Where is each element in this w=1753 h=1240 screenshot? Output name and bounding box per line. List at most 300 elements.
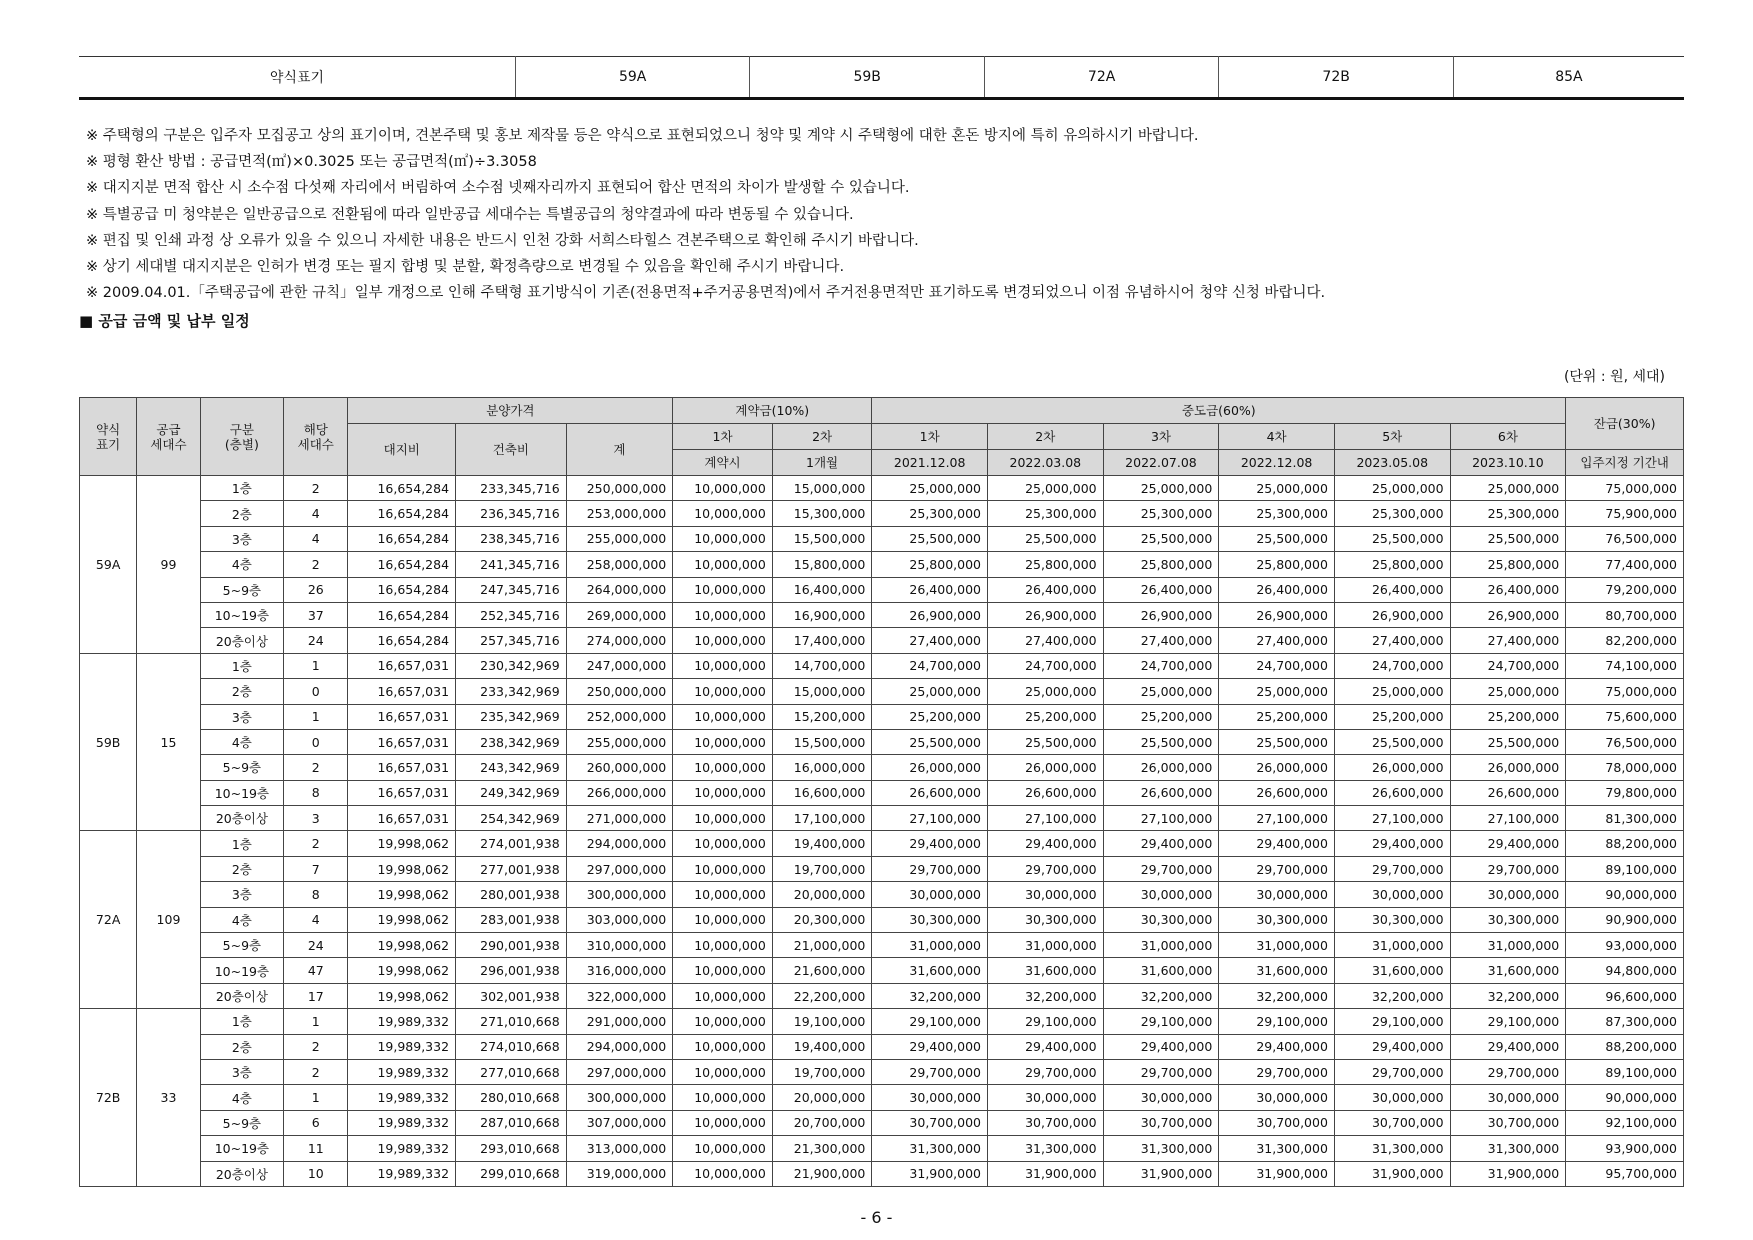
amount-cell: 280,010,668 xyxy=(456,1085,567,1110)
header-dep2: 2차 xyxy=(772,424,872,450)
table-row xyxy=(80,755,1684,780)
amount-cell: 25,200,000 xyxy=(1103,704,1219,729)
table-row xyxy=(80,958,1684,983)
amount-cell: 257,345,716 xyxy=(456,628,567,653)
amount-cell: 10,000,000 xyxy=(673,1136,773,1161)
amount-cell: 19,998,062 xyxy=(348,882,456,907)
floor-cell: 3층 xyxy=(200,882,283,907)
table-row xyxy=(80,729,1684,754)
amount-cell: 26,900,000 xyxy=(988,602,1104,627)
amount-cell: 32,200,000 xyxy=(1450,983,1566,1008)
amount-cell: 30,000,000 xyxy=(1450,1085,1566,1110)
header-dep1: 1차 xyxy=(673,424,773,450)
amount-cell: 10,000,000 xyxy=(673,780,773,805)
table-row xyxy=(80,577,1684,602)
amount-cell: 15,200,000 xyxy=(772,704,872,729)
amount-cell: 29,700,000 xyxy=(872,856,988,881)
amount-cell: 32,200,000 xyxy=(872,983,988,1008)
amount-cell: 93,000,000 xyxy=(1566,933,1684,958)
table-row xyxy=(80,1161,1684,1186)
amount-cell: 25,200,000 xyxy=(1450,704,1566,729)
header-deposit: 계약금(10%) xyxy=(673,398,872,424)
unit-count-cell: 2 xyxy=(284,1034,348,1059)
header-interim-round: 1차 xyxy=(872,424,988,450)
amount-cell: 26,900,000 xyxy=(1450,602,1566,627)
unit-count-cell: 1 xyxy=(284,1085,348,1110)
amount-cell: 90,900,000 xyxy=(1566,907,1684,932)
unit-count-cell: 17 xyxy=(284,983,348,1008)
unit-count-cell: 37 xyxy=(284,602,348,627)
amount-cell: 27,400,000 xyxy=(1219,628,1335,653)
floor-cell: 10~19층 xyxy=(200,780,283,805)
amount-cell: 303,000,000 xyxy=(566,907,673,932)
amount-cell: 10,000,000 xyxy=(673,983,773,1008)
amount-cell: 90,000,000 xyxy=(1566,882,1684,907)
amount-cell: 25,500,000 xyxy=(1334,729,1450,754)
unit-count-cell: 0 xyxy=(284,679,348,704)
amount-cell: 27,100,000 xyxy=(1334,806,1450,831)
amount-cell: 235,342,969 xyxy=(456,704,567,729)
amount-cell: 319,000,000 xyxy=(566,1161,673,1186)
amount-cell: 19,700,000 xyxy=(772,856,872,881)
amount-cell: 25,000,000 xyxy=(1450,679,1566,704)
amount-cell: 16,654,284 xyxy=(348,628,456,653)
header-interim-date: 2022.07.08 xyxy=(1103,450,1219,476)
amount-cell: 25,300,000 xyxy=(1219,501,1335,526)
amount-cell: 25,500,000 xyxy=(872,526,988,551)
amount-cell: 19,989,332 xyxy=(348,1059,456,1084)
amount-cell: 10,000,000 xyxy=(673,806,773,831)
unit-count-cell: 7 xyxy=(284,856,348,881)
floor-cell: 4층 xyxy=(200,552,283,577)
floor-cell: 20층이상 xyxy=(200,983,283,1008)
amount-cell: 250,000,000 xyxy=(566,679,673,704)
amount-cell: 31,000,000 xyxy=(872,933,988,958)
header-balance-when: 입주지정 기간내 xyxy=(1566,450,1684,476)
amount-cell: 16,400,000 xyxy=(772,577,872,602)
amount-cell: 277,001,938 xyxy=(456,856,567,881)
amount-cell: 19,989,332 xyxy=(348,1085,456,1110)
floor-cell: 1층 xyxy=(200,831,283,856)
amount-cell: 297,000,000 xyxy=(566,1059,673,1084)
amount-cell: 29,400,000 xyxy=(1103,831,1219,856)
amount-cell: 25,000,000 xyxy=(1334,679,1450,704)
amount-cell: 26,400,000 xyxy=(1334,577,1450,602)
amount-cell: 19,989,332 xyxy=(348,1136,456,1161)
amount-cell: 95,700,000 xyxy=(1566,1161,1684,1186)
amount-cell: 25,300,000 xyxy=(1103,501,1219,526)
amount-cell: 88,200,000 xyxy=(1566,1034,1684,1059)
unit-count-cell: 26 xyxy=(284,577,348,602)
amount-cell: 30,700,000 xyxy=(1219,1110,1335,1135)
amount-cell: 250,000,000 xyxy=(566,476,673,501)
header-supply: 공급 세대수 xyxy=(137,398,200,476)
note-item: ※ 편집 및 인쇄 과정 상 오류가 있을 수 있으니 자세한 내용은 반드시 인천 강화 서희스타힐스 견본주택으로 확인해 주시기 바랍니다. xyxy=(86,232,919,249)
table-row xyxy=(80,1136,1684,1161)
amount-cell: 26,600,000 xyxy=(872,780,988,805)
amount-cell: 20,000,000 xyxy=(772,882,872,907)
amount-cell: 260,000,000 xyxy=(566,755,673,780)
table-row xyxy=(80,933,1684,958)
amount-cell: 25,800,000 xyxy=(1450,552,1566,577)
amount-cell: 30,000,000 xyxy=(1334,882,1450,907)
amount-cell: 313,000,000 xyxy=(566,1136,673,1161)
unit-count-cell: 8 xyxy=(284,882,348,907)
supply-count-cell: 99 xyxy=(137,476,200,654)
floor-cell: 2층 xyxy=(200,501,283,526)
amount-cell: 29,700,000 xyxy=(1103,856,1219,881)
amount-cell: 96,600,000 xyxy=(1566,983,1684,1008)
amount-cell: 16,657,031 xyxy=(348,755,456,780)
amount-cell: 29,400,000 xyxy=(872,831,988,856)
unit-type-cell: 59A xyxy=(80,476,137,654)
amount-cell: 16,654,284 xyxy=(348,526,456,551)
amount-cell: 10,000,000 xyxy=(673,501,773,526)
amount-cell: 20,000,000 xyxy=(772,1085,872,1110)
amount-cell: 16,600,000 xyxy=(772,780,872,805)
section-title: ■ 공급 금액 및 납부 일정 xyxy=(79,312,250,330)
table-row xyxy=(80,501,1684,526)
amount-cell: 20,700,000 xyxy=(772,1110,872,1135)
header-interim-round: 2차 xyxy=(988,424,1104,450)
table-row xyxy=(80,704,1684,729)
amount-cell: 10,000,000 xyxy=(673,831,773,856)
table-row xyxy=(80,679,1684,704)
amount-cell: 25,000,000 xyxy=(1219,476,1335,501)
amount-cell: 25,000,000 xyxy=(872,476,988,501)
table-row xyxy=(80,780,1684,805)
amount-cell: 31,300,000 xyxy=(1334,1136,1450,1161)
amount-cell: 25,800,000 xyxy=(1219,552,1335,577)
amount-cell: 10,000,000 xyxy=(673,552,773,577)
amount-cell: 25,800,000 xyxy=(988,552,1104,577)
amount-cell: 266,000,000 xyxy=(566,780,673,805)
amount-cell: 10,000,000 xyxy=(673,729,773,754)
amount-cell: 16,654,284 xyxy=(348,602,456,627)
amount-cell: 29,400,000 xyxy=(872,1034,988,1059)
supply-price-table xyxy=(79,397,1684,1187)
unit-type-cell: 72A xyxy=(80,831,137,1009)
amount-cell: 26,400,000 xyxy=(1103,577,1219,602)
amount-cell: 247,345,716 xyxy=(456,577,567,602)
amount-cell: 29,100,000 xyxy=(872,1009,988,1034)
amount-cell: 30,000,000 xyxy=(1103,882,1219,907)
unit-note: (단위 : 원, 세대) xyxy=(1563,369,1665,385)
amount-cell: 255,000,000 xyxy=(566,526,673,551)
amount-cell: 25,500,000 xyxy=(1103,729,1219,754)
amount-cell: 26,600,000 xyxy=(1219,780,1335,805)
amount-cell: 19,400,000 xyxy=(772,1034,872,1059)
amount-cell: 19,989,332 xyxy=(348,1110,456,1135)
amount-cell: 10,000,000 xyxy=(673,602,773,627)
amount-cell: 253,000,000 xyxy=(566,501,673,526)
price-table-body xyxy=(80,476,1684,1187)
floor-cell: 2층 xyxy=(200,856,283,881)
amount-cell: 10,000,000 xyxy=(673,704,773,729)
amount-cell: 252,000,000 xyxy=(566,704,673,729)
unit-count-cell: 1 xyxy=(284,704,348,729)
unit-count-cell: 2 xyxy=(284,1059,348,1084)
amount-cell: 78,000,000 xyxy=(1566,755,1684,780)
amount-cell: 30,300,000 xyxy=(988,907,1104,932)
floor-cell: 1층 xyxy=(200,476,283,501)
amount-cell: 291,000,000 xyxy=(566,1009,673,1034)
amount-cell: 87,300,000 xyxy=(1566,1009,1684,1034)
amount-cell: 30,000,000 xyxy=(872,882,988,907)
unit-count-cell: 4 xyxy=(284,501,348,526)
amount-cell: 21,900,000 xyxy=(772,1161,872,1186)
unit-type-cell: 72B xyxy=(80,1009,137,1187)
amount-cell: 32,200,000 xyxy=(1103,983,1219,1008)
amount-cell: 10,000,000 xyxy=(673,1009,773,1034)
amount-cell: 31,300,000 xyxy=(1450,1136,1566,1161)
floor-cell: 3층 xyxy=(200,704,283,729)
amount-cell: 30,700,000 xyxy=(1334,1110,1450,1135)
amount-cell: 93,900,000 xyxy=(1566,1136,1684,1161)
amount-cell: 255,000,000 xyxy=(566,729,673,754)
amount-cell: 19,400,000 xyxy=(772,831,872,856)
amount-cell: 31,600,000 xyxy=(1103,958,1219,983)
amount-cell: 25,000,000 xyxy=(1450,476,1566,501)
unit-count-cell: 3 xyxy=(284,806,348,831)
amount-cell: 26,000,000 xyxy=(1334,755,1450,780)
amount-cell: 25,000,000 xyxy=(988,476,1104,501)
amount-cell: 16,654,284 xyxy=(348,501,456,526)
amount-cell: 19,989,332 xyxy=(348,1161,456,1186)
amount-cell: 79,200,000 xyxy=(1566,577,1684,602)
amount-cell: 31,900,000 xyxy=(872,1161,988,1186)
amount-cell: 31,900,000 xyxy=(1103,1161,1219,1186)
amount-cell: 24,700,000 xyxy=(872,653,988,678)
table-row xyxy=(80,907,1684,932)
amount-cell: 29,700,000 xyxy=(1450,856,1566,881)
floor-cell: 1층 xyxy=(200,653,283,678)
amount-cell: 10,000,000 xyxy=(673,653,773,678)
amount-cell: 302,001,938 xyxy=(456,983,567,1008)
amount-cell: 16,000,000 xyxy=(772,755,872,780)
amount-cell: 89,100,000 xyxy=(1566,856,1684,881)
amount-cell: 29,400,000 xyxy=(1450,831,1566,856)
amount-cell: 277,010,668 xyxy=(456,1059,567,1084)
amount-cell: 31,000,000 xyxy=(1334,933,1450,958)
amount-cell: 29,700,000 xyxy=(1219,856,1335,881)
amount-cell: 76,500,000 xyxy=(1566,729,1684,754)
amount-cell: 25,500,000 xyxy=(988,729,1104,754)
amount-cell: 25,000,000 xyxy=(872,679,988,704)
abbr-type: 59A xyxy=(515,57,749,99)
amount-cell: 74,100,000 xyxy=(1566,653,1684,678)
amount-cell: 10,000,000 xyxy=(673,1034,773,1059)
amount-cell: 27,100,000 xyxy=(988,806,1104,831)
amount-cell: 26,000,000 xyxy=(1219,755,1335,780)
amount-cell: 25,500,000 xyxy=(872,729,988,754)
table-row xyxy=(80,1085,1684,1110)
amount-cell: 25,000,000 xyxy=(1219,679,1335,704)
amount-cell: 287,010,668 xyxy=(456,1110,567,1135)
table-row xyxy=(80,1034,1684,1059)
amount-cell: 29,400,000 xyxy=(988,1034,1104,1059)
amount-cell: 15,500,000 xyxy=(772,729,872,754)
floor-cell: 4층 xyxy=(200,729,283,754)
amount-cell: 30,000,000 xyxy=(1219,882,1335,907)
amount-cell: 29,400,000 xyxy=(1334,831,1450,856)
amount-cell: 19,700,000 xyxy=(772,1059,872,1084)
amount-cell: 271,000,000 xyxy=(566,806,673,831)
unit-count-cell: 2 xyxy=(284,552,348,577)
amount-cell: 238,345,716 xyxy=(456,526,567,551)
floor-cell: 10~19층 xyxy=(200,1136,283,1161)
amount-cell: 30,000,000 xyxy=(872,1085,988,1110)
amount-cell: 90,000,000 xyxy=(1566,1085,1684,1110)
amount-cell: 15,300,000 xyxy=(772,501,872,526)
header-dep1-when: 계약시 xyxy=(673,450,773,476)
amount-cell: 27,400,000 xyxy=(1334,628,1450,653)
header-interim-round: 6차 xyxy=(1450,424,1566,450)
amount-cell: 300,000,000 xyxy=(566,1085,673,1110)
amount-cell: 27,100,000 xyxy=(872,806,988,831)
amount-cell: 299,010,668 xyxy=(456,1161,567,1186)
amount-cell: 31,900,000 xyxy=(988,1161,1104,1186)
amount-cell: 25,000,000 xyxy=(1103,476,1219,501)
table-row xyxy=(80,1059,1684,1084)
amount-cell: 25,200,000 xyxy=(872,704,988,729)
amount-cell: 30,000,000 xyxy=(1103,1085,1219,1110)
amount-cell: 300,000,000 xyxy=(566,882,673,907)
amount-cell: 10,000,000 xyxy=(673,526,773,551)
floor-cell: 20층이상 xyxy=(200,1161,283,1186)
amount-cell: 26,600,000 xyxy=(1334,780,1450,805)
floor-cell: 4층 xyxy=(200,907,283,932)
amount-cell: 15,000,000 xyxy=(772,476,872,501)
abbr-type: 59B xyxy=(750,57,985,99)
amount-cell: 25,300,000 xyxy=(872,501,988,526)
amount-cell: 16,654,284 xyxy=(348,577,456,602)
supply-count-cell: 109 xyxy=(137,831,200,1009)
amount-cell: 236,345,716 xyxy=(456,501,567,526)
amount-cell: 29,400,000 xyxy=(1334,1034,1450,1059)
amount-cell: 258,000,000 xyxy=(566,552,673,577)
floor-cell: 3층 xyxy=(200,1059,283,1084)
amount-cell: 16,657,031 xyxy=(348,704,456,729)
amount-cell: 75,600,000 xyxy=(1566,704,1684,729)
amount-cell: 19,100,000 xyxy=(772,1009,872,1034)
amount-cell: 10,000,000 xyxy=(673,679,773,704)
amount-cell: 26,900,000 xyxy=(872,602,988,627)
amount-cell: 310,000,000 xyxy=(566,933,673,958)
unit-count-cell: 10 xyxy=(284,1161,348,1186)
amount-cell: 243,342,969 xyxy=(456,755,567,780)
table-row xyxy=(80,1009,1684,1034)
amount-cell: 31,600,000 xyxy=(988,958,1104,983)
amount-cell: 19,998,062 xyxy=(348,907,456,932)
amount-cell: 31,300,000 xyxy=(988,1136,1104,1161)
amount-cell: 30,700,000 xyxy=(1103,1110,1219,1135)
amount-cell: 92,100,000 xyxy=(1566,1110,1684,1135)
table-row xyxy=(80,602,1684,627)
unit-type-cell: 59B xyxy=(80,653,137,831)
abbr-type: 72A xyxy=(984,57,1218,99)
amount-cell: 29,400,000 xyxy=(1219,1034,1335,1059)
amount-cell: 82,200,000 xyxy=(1566,628,1684,653)
unit-count-cell: 2 xyxy=(284,755,348,780)
amount-cell: 238,342,969 xyxy=(456,729,567,754)
amount-cell: 25,300,000 xyxy=(1450,501,1566,526)
amount-cell: 30,000,000 xyxy=(988,882,1104,907)
note-item: ※ 특별공급 미 청약분은 일반공급으로 전환됨에 따라 일반공급 세대수는 특별공급의 청약결과에 따라 변동될 수 있습니다. xyxy=(86,206,854,223)
amount-cell: 29,700,000 xyxy=(1334,856,1450,881)
amount-cell: 31,000,000 xyxy=(1103,933,1219,958)
amount-cell: 19,998,062 xyxy=(348,831,456,856)
amount-cell: 274,000,000 xyxy=(566,628,673,653)
notes-list xyxy=(86,123,1325,306)
unit-count-cell: 11 xyxy=(284,1136,348,1161)
amount-cell: 15,000,000 xyxy=(772,679,872,704)
amount-cell: 31,000,000 xyxy=(988,933,1104,958)
unit-count-cell: 47 xyxy=(284,958,348,983)
header-balance: 잔금(30%) xyxy=(1566,398,1684,450)
page-number: - 6 - xyxy=(860,1208,893,1227)
amount-cell: 10,000,000 xyxy=(673,1059,773,1084)
amount-cell: 26,900,000 xyxy=(1219,602,1335,627)
amount-cell: 10,000,000 xyxy=(673,1110,773,1135)
amount-cell: 32,200,000 xyxy=(988,983,1104,1008)
amount-cell: 29,400,000 xyxy=(1219,831,1335,856)
unit-count-cell: 1 xyxy=(284,1009,348,1034)
floor-cell: 5~9층 xyxy=(200,755,283,780)
amount-cell: 10,000,000 xyxy=(673,1161,773,1186)
floor-cell: 3층 xyxy=(200,526,283,551)
amount-cell: 26,400,000 xyxy=(1219,577,1335,602)
amount-cell: 27,100,000 xyxy=(1103,806,1219,831)
amount-cell: 316,000,000 xyxy=(566,958,673,983)
note-item: ※ 평형 환산 방법 : 공급면적(㎡)×0.3025 또는 공급면적(㎡)÷3.3058 xyxy=(86,154,537,171)
amount-cell: 25,300,000 xyxy=(1334,501,1450,526)
amount-cell: 30,300,000 xyxy=(1450,907,1566,932)
header-interim: 중도금(60%) xyxy=(872,398,1566,424)
note-item: ※ 상기 세대별 대지지분은 인허가 변경 또는 필지 합병 및 분할, 확정측량으로 변경될 수 있음을 확인해 주시기 바랍니다. xyxy=(86,259,845,276)
amount-cell: 10,000,000 xyxy=(673,907,773,932)
amount-cell: 27,400,000 xyxy=(872,628,988,653)
amount-cell: 20,300,000 xyxy=(772,907,872,932)
amount-cell: 10,000,000 xyxy=(673,856,773,881)
abbreviation-table xyxy=(79,56,1684,100)
amount-cell: 25,200,000 xyxy=(1334,704,1450,729)
unit-count-cell: 6 xyxy=(284,1110,348,1135)
amount-cell: 26,600,000 xyxy=(1450,780,1566,805)
amount-cell: 30,300,000 xyxy=(1334,907,1450,932)
amount-cell: 29,400,000 xyxy=(1103,1034,1219,1059)
amount-cell: 26,900,000 xyxy=(1103,602,1219,627)
unit-count-cell: 1 xyxy=(284,653,348,678)
table-row xyxy=(80,1110,1684,1135)
unit-count-cell: 4 xyxy=(284,907,348,932)
note-item: ※ 주택형의 구분은 입주자 모집공고 상의 표기이며, 견본주택 및 홍보 제작물 등은 약식으로 표현되었으니 청약 및 계약 시 주택형에 대한 혼돈 방지에 특히 유의하시기 바랍니다. xyxy=(86,128,1199,144)
amount-cell: 264,000,000 xyxy=(566,577,673,602)
amount-cell: 29,700,000 xyxy=(872,1059,988,1084)
amount-cell: 75,000,000 xyxy=(1566,679,1684,704)
amount-cell: 31,900,000 xyxy=(1334,1161,1450,1186)
amount-cell: 31,000,000 xyxy=(1450,933,1566,958)
amount-cell: 25,500,000 xyxy=(1334,526,1450,551)
header-total: 계 xyxy=(566,424,673,476)
amount-cell: 296,001,938 xyxy=(456,958,567,983)
header-interim-date: 2022.12.08 xyxy=(1219,450,1335,476)
unit-count-cell: 24 xyxy=(284,628,348,653)
amount-cell: 322,000,000 xyxy=(566,983,673,1008)
table-row xyxy=(80,628,1684,653)
amount-cell: 19,989,332 xyxy=(348,1009,456,1034)
amount-cell: 29,700,000 xyxy=(1103,1059,1219,1084)
